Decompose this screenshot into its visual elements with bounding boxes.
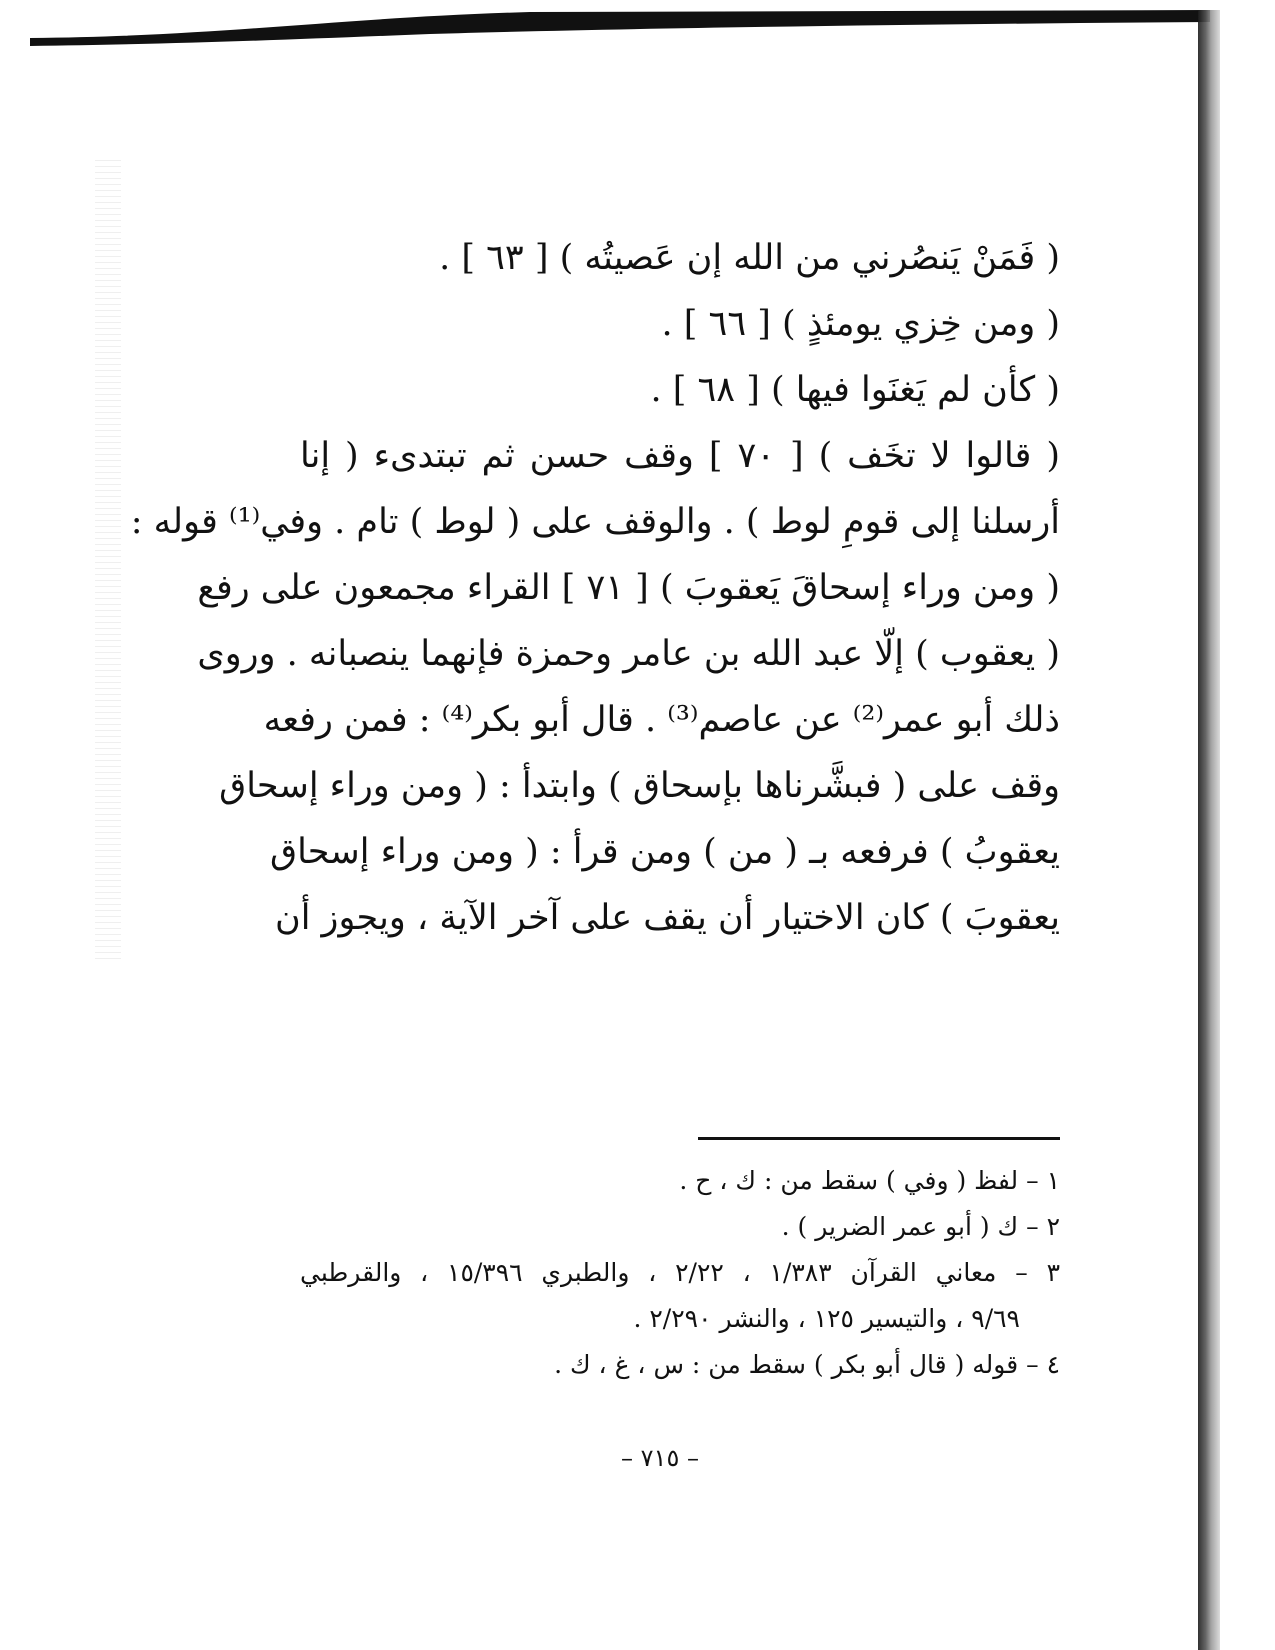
scan-binding-edge <box>1198 10 1220 1650</box>
footnotes-block <box>300 1158 1060 1388</box>
text-line-4: ( قالوا لا تخَف ) [ ٧٠ ] وقف حسن ثم تبتدىء ( إنا <box>300 436 1061 476</box>
footnote-1: ١ – لفظ ( وفي ) سقط من : ك ، ح . <box>679 1166 1060 1195</box>
text-line-11: يعقوبَ ) كان الاختيار أن يقف على آخر الآية ، ويجوز أن <box>275 898 1060 938</box>
text-line-9: وقف على ( فبشَّرناها بإسحاق ) وابتدأ : ( ومن وراء إسحاق <box>219 766 1060 806</box>
scan-left-speckle <box>95 160 121 960</box>
text-line-1: ( فَمَنْ يَنصُرني من الله إن عَصيتُه ) [ ٦٣ ] . <box>439 238 1060 278</box>
text-line-10: يعقوبُ ) فرفعه بـ ( من ) ومن قرأ : ( ومن وراء إسحاق <box>269 832 1060 872</box>
text-line-7: ( يعقوب ) إلّا عبد الله بن عامر وحمزة فإنهما ينصبانه . وروى <box>197 634 1060 674</box>
footnote-3: ٣ – معاني القرآن ١/٣٨٣ ، ٢/٢٢ ، والطبري ١٥/٣٩٦ ، والقرطبي <box>300 1258 1060 1287</box>
footnote-2: ٢ – ك ( أبو عمر الضرير ) . <box>781 1212 1060 1241</box>
main-text-block <box>130 228 1061 954</box>
footnote-4: ٤ – قوله ( قال أبو بكر ) سقط من : س ، غ ، ك . <box>554 1350 1060 1379</box>
footnote-3-continued: ٩/٦٩ ، والتيسير ١٢٥ ، والنشر ٢/٢٩٠ . <box>633 1304 1020 1333</box>
text-line-3: ( كأن لم يَغنَوا فيها ) [ ٦٨ ] . <box>650 370 1060 410</box>
text-line-2: ( ومن خِزي يومئذٍ ) [ ٦٦ ] . <box>661 304 1060 344</box>
text-line-8: ذلك أبو عمر⁽²⁾ عن عاصم⁽³⁾ . قال أبو بكر⁽⁴⁾ : فمن رفعه <box>263 700 1060 740</box>
footnote-separator <box>698 1137 1060 1140</box>
page-number: – ٧١٥ – <box>621 1444 699 1472</box>
text-line-6: ( ومن وراء إسحاقَ يَعقوبَ ) [ ٧١ ] القراء مجمعون على رفع <box>197 568 1060 608</box>
text-line-5: أرسلنا إلى قومِ لوط ) . والوقف على ( لوط ) تام . وفي⁽¹⁾ قوله : <box>130 502 1060 542</box>
scan-top-edge <box>30 8 1210 48</box>
